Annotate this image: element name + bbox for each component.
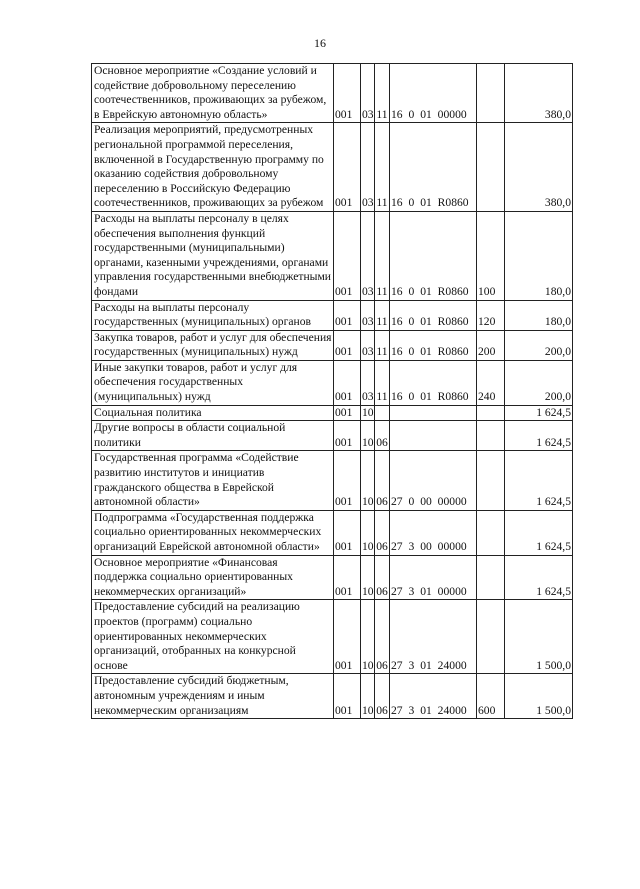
table-row bbox=[92, 451, 573, 510]
section-code: 10 bbox=[361, 555, 375, 600]
ministry-code: 001 bbox=[334, 330, 361, 360]
expense-type-code bbox=[477, 451, 505, 510]
subsection-code: 06 bbox=[375, 600, 390, 674]
table-row bbox=[92, 360, 573, 405]
ministry-code: 001 bbox=[334, 405, 361, 421]
amount: 380,0 bbox=[505, 64, 573, 123]
table-row bbox=[92, 555, 573, 600]
ministry-code: 001 bbox=[334, 555, 361, 600]
target-article-code: 16 0 01 00000 bbox=[390, 64, 477, 123]
section-code: 03 bbox=[361, 300, 375, 330]
budget-item-name: Подпрограмма «Государственная поддержка социально ориентированных некоммерческих организаций Еврейской автономной области» bbox=[92, 510, 334, 555]
ministry-code: 001 bbox=[334, 123, 361, 212]
subsection-code bbox=[375, 405, 390, 421]
amount: 1 624,5 bbox=[505, 451, 573, 510]
section-code: 10 bbox=[361, 405, 375, 421]
expense-type-code bbox=[477, 510, 505, 555]
subsection-code: 11 bbox=[375, 211, 390, 300]
amount: 200,0 bbox=[505, 360, 573, 405]
ministry-code: 001 bbox=[334, 421, 361, 451]
table-row bbox=[92, 64, 573, 123]
target-article-code: 16 0 01 R0860 bbox=[390, 360, 477, 405]
budget-item-name: Расходы на выплаты персоналу в целях обеспечения выполнения функций государственными (муниципальными) органами, казенными учреждениями, органами управления государственными внебюджетными фондами bbox=[92, 211, 334, 300]
expense-type-code bbox=[477, 421, 505, 451]
budget-table bbox=[91, 63, 573, 719]
budget-item-name: Расходы на выплаты персоналу государственных (муниципальных) органов bbox=[92, 300, 334, 330]
target-article-code: 16 0 01 R0860 bbox=[390, 211, 477, 300]
budget-item-name: Основное мероприятие «Финансовая поддержка социально ориентированных некоммерческих организаций» bbox=[92, 555, 334, 600]
ministry-code: 001 bbox=[334, 64, 361, 123]
expense-type-code bbox=[477, 405, 505, 421]
subsection-code: 11 bbox=[375, 360, 390, 405]
ministry-code: 001 bbox=[334, 451, 361, 510]
budget-item-name: Социальная политика bbox=[92, 405, 334, 421]
subsection-code: 11 bbox=[375, 330, 390, 360]
ministry-code: 001 bbox=[334, 300, 361, 330]
table-row bbox=[92, 600, 573, 674]
expense-type-code: 240 bbox=[477, 360, 505, 405]
expense-type-code bbox=[477, 123, 505, 212]
table-row bbox=[92, 300, 573, 330]
table-row bbox=[92, 123, 573, 212]
section-code: 10 bbox=[361, 510, 375, 555]
subsection-code: 06 bbox=[375, 674, 390, 719]
section-code: 10 bbox=[361, 600, 375, 674]
subsection-code: 06 bbox=[375, 510, 390, 555]
section-code: 03 bbox=[361, 64, 375, 123]
table-row bbox=[92, 211, 573, 300]
section-code: 10 bbox=[361, 421, 375, 451]
subsection-code: 11 bbox=[375, 123, 390, 212]
section-code: 03 bbox=[361, 330, 375, 360]
table-row bbox=[92, 330, 573, 360]
page-number: 16 bbox=[314, 36, 326, 50]
expense-type-code bbox=[477, 64, 505, 123]
amount: 1 624,5 bbox=[505, 421, 573, 451]
target-article-code: 27 0 00 00000 bbox=[390, 451, 477, 510]
expense-type-code: 200 bbox=[477, 330, 505, 360]
budget-item-name: Закупка товаров, работ и услуг для обеспечения государственных (муниципальных) нужд bbox=[92, 330, 334, 360]
amount: 1 624,5 bbox=[505, 405, 573, 421]
amount: 180,0 bbox=[505, 211, 573, 300]
budget-item-name: Реализация мероприятий, предусмотренных региональной программой переселения, включенной в Государственную программу по оказанию содействия добровольному переселению в Российскую Федерацию соотечественников, проживающих за рубежом bbox=[92, 123, 334, 212]
subsection-code: 06 bbox=[375, 555, 390, 600]
table-row bbox=[92, 510, 573, 555]
section-code: 03 bbox=[361, 360, 375, 405]
target-article-code: 16 0 01 R0860 bbox=[390, 300, 477, 330]
amount: 1 624,5 bbox=[505, 510, 573, 555]
subsection-code: 11 bbox=[375, 300, 390, 330]
ministry-code: 001 bbox=[334, 211, 361, 300]
amount: 200,0 bbox=[505, 330, 573, 360]
target-article-code: 27 3 01 24000 bbox=[390, 674, 477, 719]
amount: 1 624,5 bbox=[505, 555, 573, 600]
target-article-code: 27 3 01 24000 bbox=[390, 600, 477, 674]
budget-item-name: Государственная программа «Содействие развитию институтов и инициатив гражданского общества в Еврейской автономной области» bbox=[92, 451, 334, 510]
amount: 180,0 bbox=[505, 300, 573, 330]
subsection-code: 11 bbox=[375, 64, 390, 123]
expense-type-code: 120 bbox=[477, 300, 505, 330]
section-code: 03 bbox=[361, 123, 375, 212]
budget-item-name: Другие вопросы в области социальной политики bbox=[92, 421, 334, 451]
target-article-code: 16 0 01 R0860 bbox=[390, 330, 477, 360]
table-row bbox=[92, 405, 573, 421]
subsection-code: 06 bbox=[375, 421, 390, 451]
budget-item-name: Предоставление субсидий на реализацию проектов (программ) социально ориентированных некоммерческих организаций, отобранных на конкурсной основе bbox=[92, 600, 334, 674]
ministry-code: 001 bbox=[334, 600, 361, 674]
table-row bbox=[92, 421, 573, 451]
ministry-code: 001 bbox=[334, 360, 361, 405]
section-code: 10 bbox=[361, 451, 375, 510]
expense-type-code: 600 bbox=[477, 674, 505, 719]
amount: 380,0 bbox=[505, 123, 573, 212]
target-article-code bbox=[390, 421, 477, 451]
budget-item-name: Иные закупки товаров, работ и услуг для обеспечения государственных (муниципальных) нужд bbox=[92, 360, 334, 405]
expense-type-code bbox=[477, 600, 505, 674]
amount: 1 500,0 bbox=[505, 600, 573, 674]
section-code: 10 bbox=[361, 674, 375, 719]
target-article-code: 16 0 01 R0860 bbox=[390, 123, 477, 212]
budget-item-name: Основное мероприятие «Создание условий и содействие добровольному переселению соотечественников, проживающих за рубежом, в Еврейскую автономную область» bbox=[92, 64, 334, 123]
section-code: 03 bbox=[361, 211, 375, 300]
table-row bbox=[92, 674, 573, 719]
amount: 1 500,0 bbox=[505, 674, 573, 719]
expense-type-code: 100 bbox=[477, 211, 505, 300]
expense-type-code bbox=[477, 555, 505, 600]
ministry-code: 001 bbox=[334, 674, 361, 719]
ministry-code: 001 bbox=[334, 510, 361, 555]
target-article-code: 27 3 00 00000 bbox=[390, 510, 477, 555]
budget-item-name: Предоставление субсидий бюджетным, автономным учреждениям и иным некоммерческим организациям bbox=[92, 674, 334, 719]
target-article-code bbox=[390, 405, 477, 421]
subsection-code: 06 bbox=[375, 451, 390, 510]
target-article-code: 27 3 01 00000 bbox=[390, 555, 477, 600]
